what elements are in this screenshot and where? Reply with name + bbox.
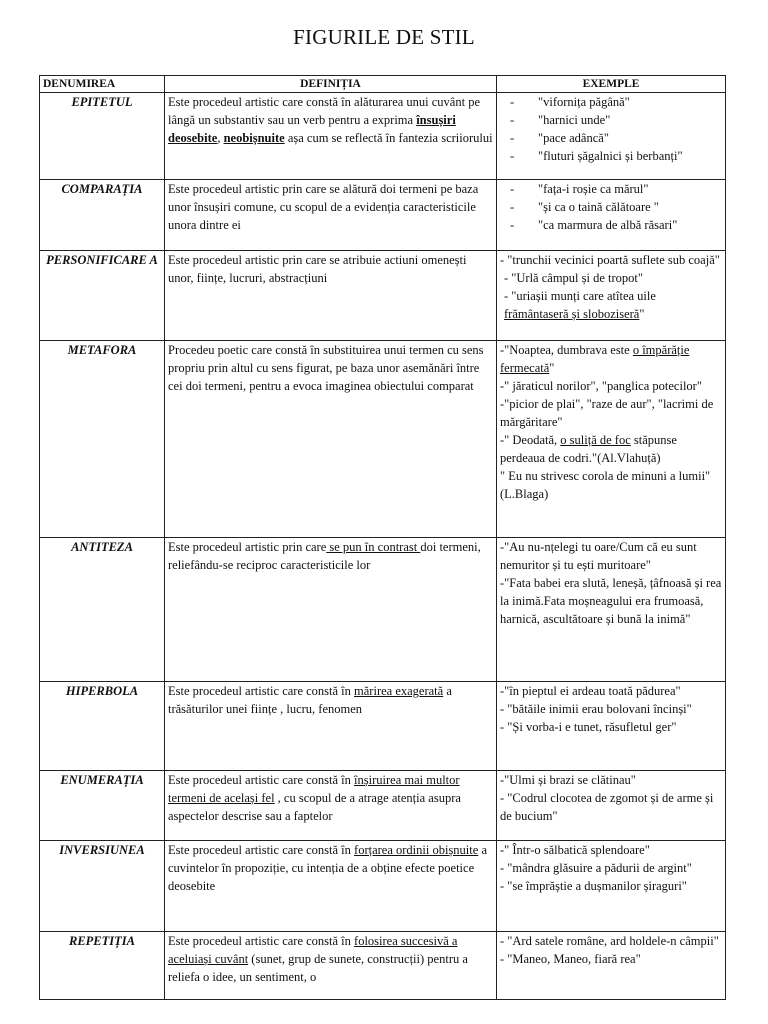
figure-examples bbox=[497, 180, 726, 251]
figure-name: ENUMERAȚIA bbox=[40, 771, 165, 841]
example-line: - "uriașii munți care atîtea uile frământaseră și sloboziseră" bbox=[504, 289, 656, 321]
figure-definition: Este procedeul artistic care constă în alăturarea unui cuvânt pe lângă un substantiv sau un verb pentru a exprima însușiri deosebite, neobișnuite așa cum se reflectă în fantezia scriiorului bbox=[165, 93, 497, 180]
example-line: -" jăraticul norilor", "panglica potecilor" bbox=[500, 379, 702, 393]
table-row bbox=[40, 771, 726, 841]
example-line: -"Ulmi și brazi se clătinau" bbox=[500, 773, 636, 787]
figure-name: INVERSIUNEA bbox=[40, 841, 165, 932]
table-row bbox=[40, 341, 726, 538]
figures-table bbox=[39, 75, 726, 1000]
example-line: " Eu nu strivesc corola de minuni a lumii" (L.Blaga) bbox=[500, 469, 711, 501]
page-title: FIGURILE DE STIL bbox=[293, 25, 475, 49]
list-item: - "fluturi șăgalnici și berbanți" bbox=[510, 147, 722, 165]
table-row bbox=[40, 180, 726, 251]
list-item: - "ca marmura de albă răsari" bbox=[510, 216, 722, 234]
header-examples: EXEMPLE bbox=[497, 76, 726, 93]
list-item: - "fața-i roșie ca mărul" bbox=[510, 180, 722, 198]
example-line: - "trunchii vecinici poartă suflete sub coajă" bbox=[500, 253, 720, 267]
figure-examples bbox=[497, 93, 726, 180]
table-row bbox=[40, 932, 726, 1000]
figure-definition: Este procedeul artistic care constă în folosirea succesivă a aceluiași cuvânt (sunet, grup de sunete, construcții) pentru a reliefa o idee, un sentiment, o bbox=[165, 932, 497, 1000]
header-definition: DEFINIȚIA bbox=[165, 76, 497, 93]
figure-definition: Procedeu poetic care constă în substituirea unui termen cu sens propriu prin altul cu sens figurat, pe baza unor asemănări între cei doi termeni, pentru a evoca imaginea obiectului comparat bbox=[165, 341, 497, 538]
example-line: - "Maneo, Maneo, fiară rea" bbox=[500, 952, 641, 966]
figure-name: REPETIȚIA bbox=[40, 932, 165, 1000]
figure-examples bbox=[497, 771, 726, 841]
figure-examples bbox=[497, 538, 726, 682]
figure-definition: Este procedeul artistic prin care se atribuie actiuni omenești unor, ființe, lucruri, abstracțiuni bbox=[165, 251, 497, 341]
figure-definition: Este procedeul artistic prin care se pun în contrast doi termeni, reliefându-se reciproc caracteristicile lor bbox=[165, 538, 497, 682]
figure-name: ANTITEZA bbox=[40, 538, 165, 682]
figure-examples bbox=[497, 341, 726, 538]
table-row bbox=[40, 841, 726, 932]
figure-name: EPITETUL bbox=[40, 93, 165, 180]
example-line: -"în pieptul ei ardeau toată pădurea" bbox=[500, 684, 681, 698]
table-row bbox=[40, 538, 726, 682]
list-item: - "vifornița păgână" bbox=[510, 93, 722, 111]
example-line: - "Și vorba-i e tunet, răsufletul ger" bbox=[500, 720, 677, 734]
figure-name: COMPARAȚIA bbox=[40, 180, 165, 251]
example-line: -"Noaptea, dumbrava este o împărăție fermecată" bbox=[500, 343, 690, 375]
table-row bbox=[40, 682, 726, 771]
figure-definition: Este procedeul artistic care constă în înșiruirea mai multor termeni de același fel , cu scopul de a atrage atenția asupra aspectelor descrise sau a faptelor bbox=[165, 771, 497, 841]
figure-name: PERSONIFICARE A bbox=[40, 251, 165, 341]
example-line: - "Codrul clocotea de zgomot și de arme și de bucium" bbox=[500, 791, 714, 823]
example-line: - "bătăile inimii erau bolovani încinși" bbox=[500, 702, 692, 716]
example-line: - "mândra glăsuire a pădurii de argint" bbox=[500, 861, 692, 875]
example-line: - "Ard satele române, ard holdele-n câmpii" bbox=[500, 934, 719, 948]
figure-examples bbox=[497, 682, 726, 771]
figure-name: HIPERBOLA bbox=[40, 682, 165, 771]
example-line: -"Fata babei era slută, leneșă, țâfnoasă și rea la inimă.Fata moșneagului era frumoasă, harnică, ascultătoare și bună la inimă" bbox=[500, 576, 722, 626]
example-line: - "Urlă câmpul și de tropot" bbox=[504, 271, 643, 285]
figure-examples bbox=[497, 841, 726, 932]
list-item: - "pace adâncă" bbox=[510, 129, 722, 147]
figure-definition: Este procedeul artistic care constă în forțarea ordinii obișnuite a cuvintelor în propoziție, cu intenția de a obține efecte poetice deosebite bbox=[165, 841, 497, 932]
figure-examples bbox=[497, 932, 726, 1000]
table-row bbox=[40, 251, 726, 341]
example-line: -"Au nu-nțelegi tu oare/Cum că eu sunt nemuritor și tu ești muritoare" bbox=[500, 540, 697, 572]
example-line: -" Într-o sălbatică splendoare" bbox=[500, 843, 650, 857]
figure-examples bbox=[497, 251, 726, 341]
example-line: -" Deodată, o suliță de foc stăpunse perdeaua de codri."(Al.Vlahuță) bbox=[500, 433, 677, 465]
example-line: -"picior de plai", "raze de aur", "lacrimi de mărgăritare" bbox=[500, 397, 714, 429]
figure-definition: Este procedeul artistic care constă în mărirea exagerată a trăsăturilor unei ființe , lucru, fenomen bbox=[165, 682, 497, 771]
list-item: - "harnici unde" bbox=[510, 111, 722, 129]
table-header-row bbox=[40, 76, 726, 93]
table-row bbox=[40, 93, 726, 180]
header-name: DENUMIREA bbox=[40, 76, 165, 93]
figure-definition: Este procedeul artistic prin care se alătură doi termeni pe baza unor însușiri comune, cu scopul de a evidenția caracteristicile unora dintre ei bbox=[165, 180, 497, 251]
figure-name: METAFORA bbox=[40, 341, 165, 538]
list-item: - "și ca o taină călătoare " bbox=[510, 198, 722, 216]
example-line: - "se împrăștie a dușmanilor șiraguri" bbox=[500, 879, 687, 893]
